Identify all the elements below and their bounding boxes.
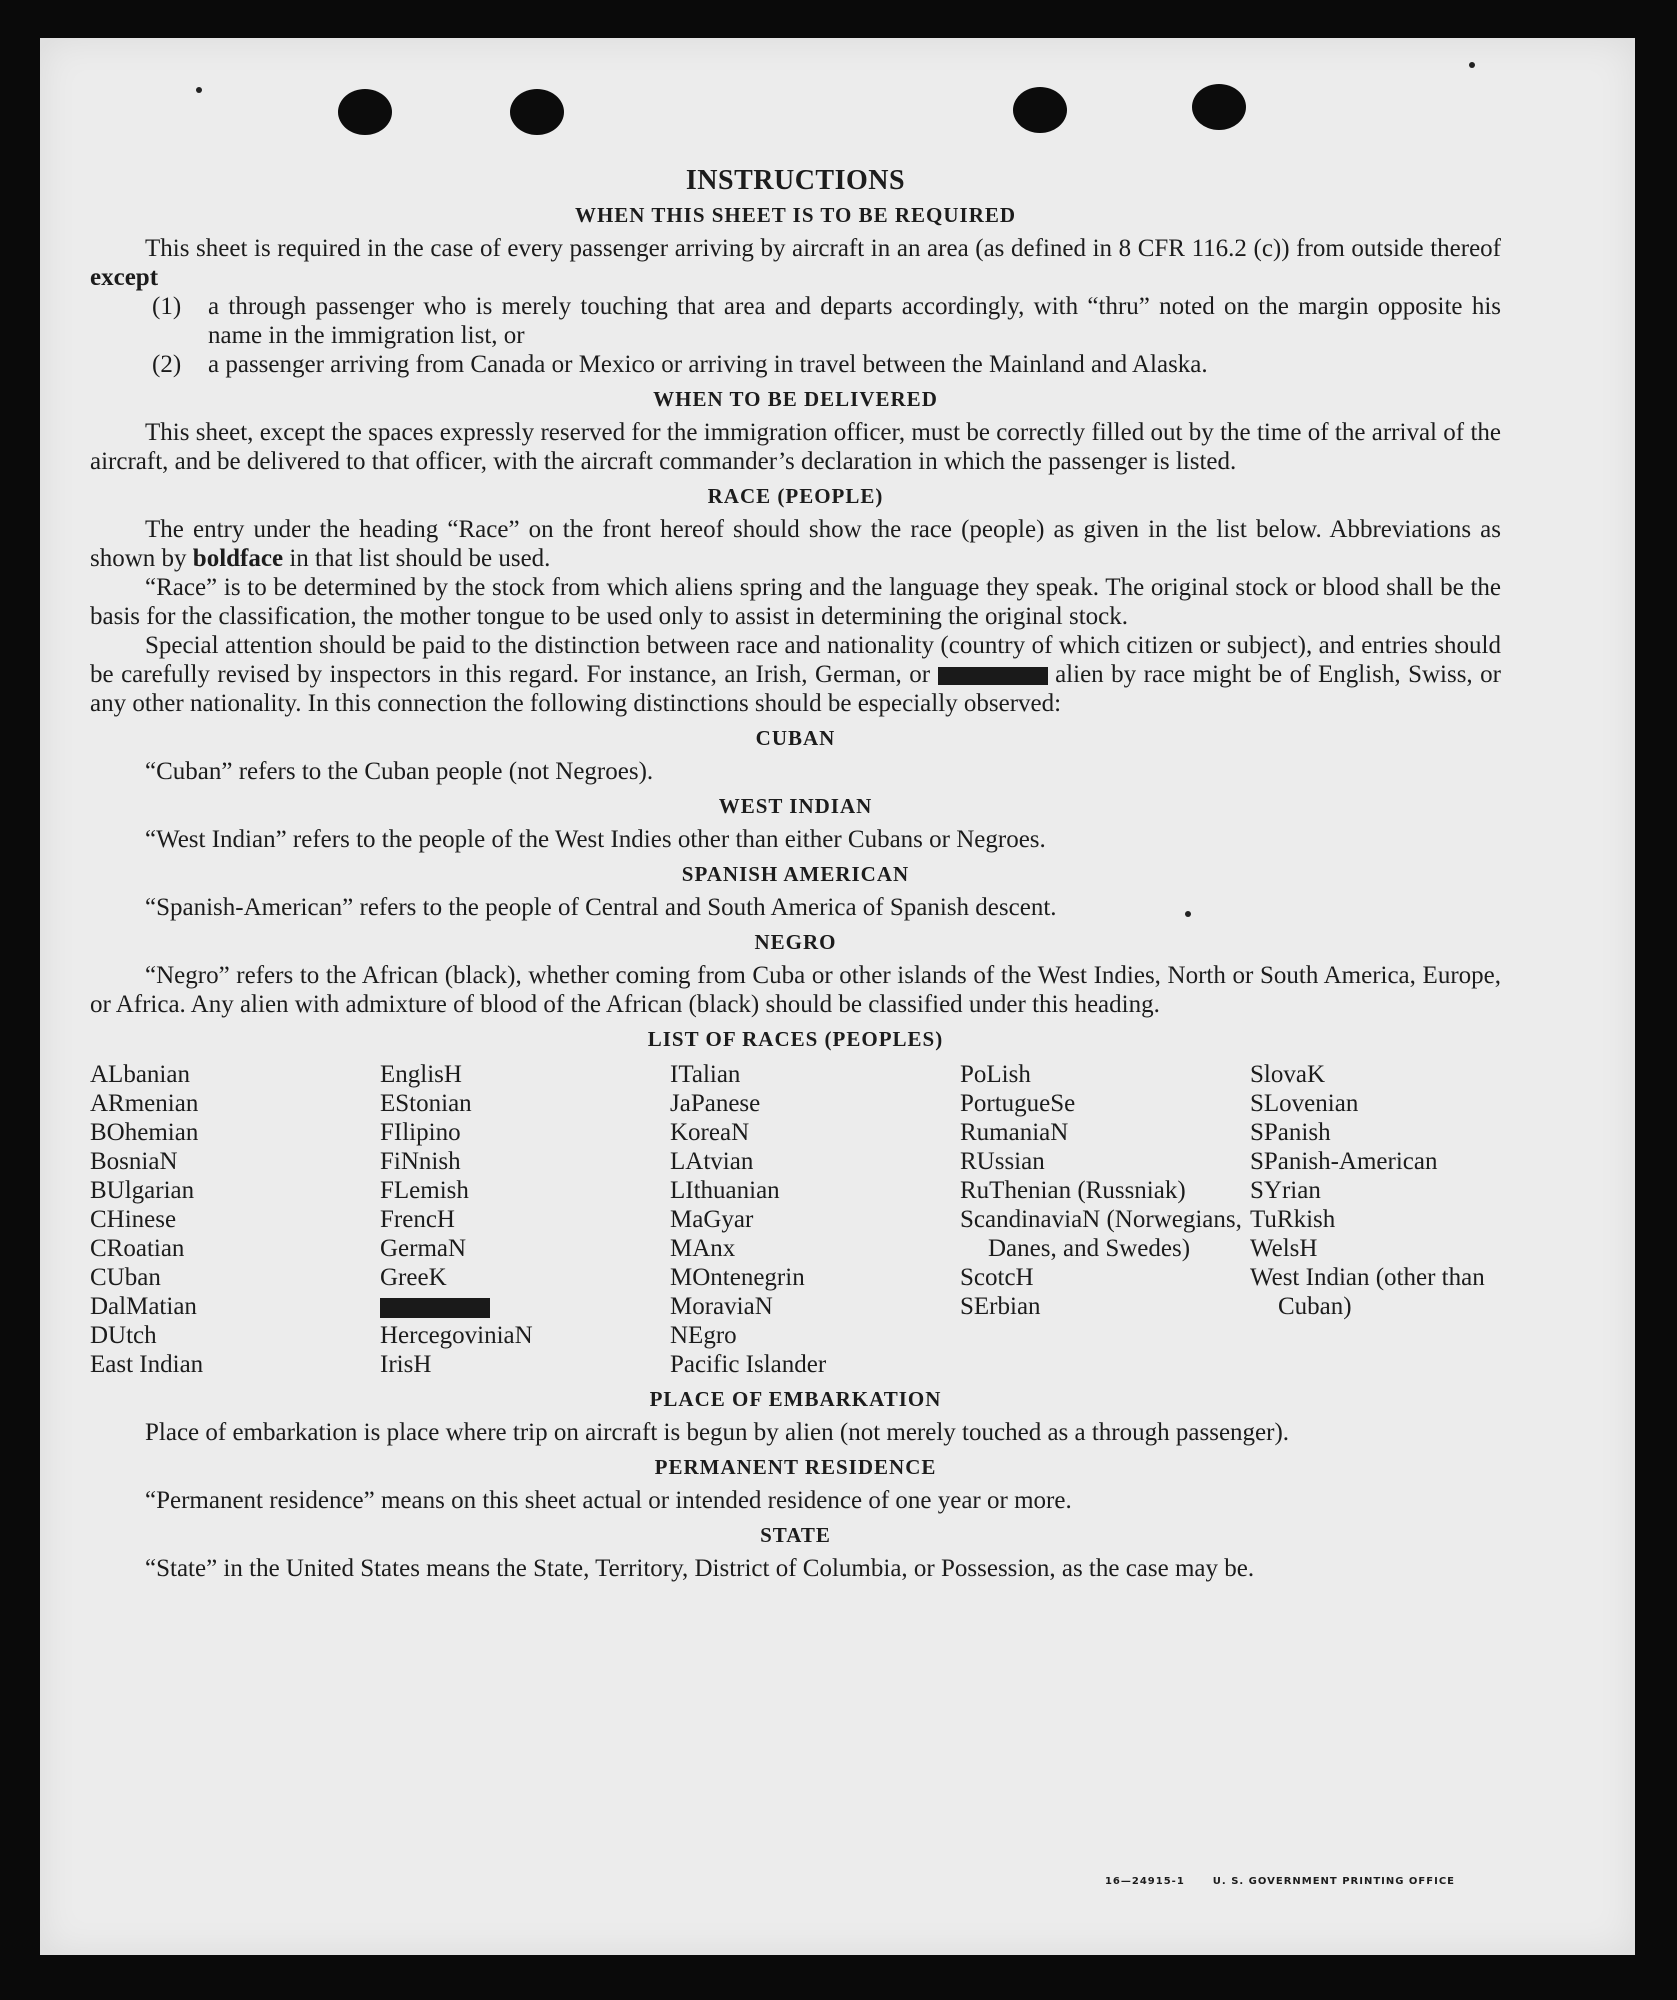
race-item: FIlipino (380, 1119, 461, 1146)
west-indian-text: “West Indian” refers to the people of the West Indies other than either Cubans or Negroes. (145, 826, 1046, 853)
race-column (90, 1060, 380, 1379)
race-item: SPanish-American (1250, 1148, 1438, 1175)
redaction-mark (380, 1298, 490, 1318)
race-item: FLemish (380, 1177, 469, 1204)
race-item: East Indian (90, 1351, 204, 1378)
race-item: GermaN (380, 1235, 467, 1262)
race-paragraph-3: Special attention should be paid to the distinction between race and nationality (country of which citizen or subject), and entries should be carefully revised by inspectors in this regard. For instance, an Irish, German, or alien by race might be of English, Swiss, or any other nationality. In this connection the following distinctions should be especially observed: (90, 632, 1501, 717)
race-item: ITalian (670, 1061, 741, 1088)
heading-negro: NEGRO (754, 930, 837, 954)
race-item: HercegoviniaN (380, 1322, 533, 1349)
race-item: DUtch (90, 1322, 157, 1349)
race-item: JaPanese (670, 1090, 761, 1117)
race-item: RuThenian (Russniak) (960, 1177, 1186, 1204)
page-title: INSTRUCTIONS (685, 165, 906, 196)
race-item: ScandinaviaN (Norwegians, Danes, and Swedes) (960, 1206, 1242, 1262)
race-item: Pacific Islander (670, 1351, 827, 1378)
race-item: SErbian (960, 1293, 1041, 1320)
heading-west-indian: WEST INDIAN (718, 794, 873, 818)
race-item: GreeK (380, 1264, 447, 1291)
heading-spanish-american: SPANISH AMERICAN (681, 862, 910, 886)
heading-cuban: CUBAN (755, 726, 836, 750)
permanent-residence-text: “Permanent residence” means on this sheet actual or intended residence of one year or more. (145, 1487, 1072, 1514)
race-item: ALbanian (90, 1061, 190, 1088)
punch-hole (338, 89, 392, 135)
race-column (670, 1060, 960, 1379)
race-item: ARmenian (90, 1090, 199, 1117)
race-item: SYrian (1250, 1177, 1321, 1204)
state-text: “State” in the United States means the State, Territory, District of Columbia, or Possession, as the case may be. (145, 1555, 1255, 1582)
heading-race: RACE (PEOPLE) (707, 484, 884, 508)
race-item: SLovenian (1250, 1090, 1359, 1117)
race-item: CRoatian (90, 1235, 185, 1262)
race-item: FrencH (380, 1206, 455, 1233)
race-item: BUlgarian (90, 1177, 195, 1204)
race-item: EnglisH (380, 1061, 462, 1088)
when-delivered-text: This sheet, except the spaces expressly reserved for the immigration officer, must be correctly filled out by the time of the arrival of the aircraft, and be delivered to that officer, with the aircraft commander’s declaration in which the passenger is listed. (90, 419, 1501, 475)
race-item: PortugueSe (960, 1090, 1076, 1117)
race-item: WelsH (1250, 1235, 1318, 1262)
race-item: BOhemian (90, 1119, 199, 1146)
race-item: NEgro (670, 1322, 737, 1349)
place-of-embarkation-text: Place of embarkation is place where trip on aircraft is begun by alien (not merely touched as a through passenger). (145, 1419, 1290, 1446)
race-item: West Indian (other than Cuban) (1250, 1264, 1485, 1320)
heading-state: STATE (760, 1523, 831, 1547)
race-item: MaGyar (670, 1206, 754, 1233)
race-item: MAnx (670, 1235, 736, 1262)
race-item: BosniaN (90, 1148, 178, 1175)
footer-imprint (1077, 1876, 1455, 1887)
when-required-intro: This sheet is required in the case of every passenger arriving by aircraft in an area (as defined in 8 CFR 116.2 (c)) from outside thereof except (90, 235, 1501, 291)
heading-permanent-residence: PERMANENT RESIDENCE (654, 1455, 937, 1479)
race-item: LIthuanian (670, 1177, 780, 1204)
document-page (40, 38, 1635, 1955)
cuban-text: “Cuban” refers to the Cuban people (not Negroes). (145, 758, 654, 785)
race-item: IrisH (380, 1351, 432, 1378)
race-paragraph-1: The entry under the heading “Race” on the front hereof should show the race (people) as given in the list below. Abbreviations as shown by boldface in that list should be used. (90, 516, 1501, 572)
race-item: TuRkish (1250, 1206, 1336, 1233)
when-required-item-2: (2) a passenger arriving from Canada or Mexico or arriving in travel between the Mainland and Alaska. (152, 351, 1208, 378)
speck (196, 87, 202, 93)
form-number: 16—24915-1 (1104, 1876, 1185, 1887)
heading-place-of-embarkation: PLACE OF EMBARKATION (649, 1387, 942, 1411)
race-item-redacted (380, 1292, 670, 1321)
race-item: CHinese (90, 1206, 177, 1233)
printer-imprint: U. S. GOVERNMENT PRINTING OFFICE (1212, 1876, 1455, 1887)
race-item: MoraviaN (670, 1293, 773, 1320)
race-item: RumaniaN (960, 1119, 1069, 1146)
race-item: PoLish (960, 1061, 1031, 1088)
races-list (90, 1060, 1501, 1379)
punch-hole (1192, 84, 1246, 130)
race-item: RUssian (960, 1148, 1045, 1175)
race-column (380, 1060, 670, 1379)
negro-text: “Negro” refers to the African (black), whether coming from Cuba or other islands of the West Indies, North or South America, Europe, or Africa. Any alien with admixture of blood of the African (black) should be classified under this heading. (90, 962, 1501, 1018)
spanish-american-text: “Spanish-American” refers to the people of Central and South America of Spanish descent. (145, 894, 1057, 921)
heading-when-delivered: WHEN TO BE DELIVERED (653, 387, 938, 411)
race-item: MOntenegrin (670, 1264, 805, 1291)
race-item: KoreaN (670, 1119, 750, 1146)
punch-hole (1013, 87, 1067, 133)
race-item: DalMatian (90, 1293, 197, 1320)
race-column (1250, 1060, 1510, 1379)
heading-when-required: WHEN THIS SHEET IS TO BE REQUIRED (574, 203, 1017, 227)
race-item: EStonian (380, 1090, 472, 1117)
race-item: LAtvian (670, 1148, 754, 1175)
race-item: FiNnish (380, 1148, 461, 1175)
race-item: SPanish (1250, 1119, 1331, 1146)
heading-list-of-races: LIST OF RACES (PEOPLES) (647, 1027, 944, 1051)
race-item: ScotcH (960, 1264, 1034, 1291)
redaction-mark (938, 667, 1048, 685)
instructions-content (90, 166, 1501, 1583)
race-column (960, 1060, 1250, 1379)
punch-hole (510, 89, 564, 135)
race-item: CUban (90, 1264, 161, 1291)
when-required-item-1: (1) a through passenger who is merely touching that area and departs accordingly, with “thru” noted on the margin opposite his name in the immigration list, or (152, 293, 1501, 349)
race-paragraph-2: “Race” is to be determined by the stock from which aliens spring and the language they speak. The original stock or blood shall be the basis for the classification, the mother tongue to be used only to assist in determining the original stock. (90, 574, 1501, 630)
speck (1469, 62, 1475, 68)
race-item: SlovaK (1250, 1061, 1325, 1088)
